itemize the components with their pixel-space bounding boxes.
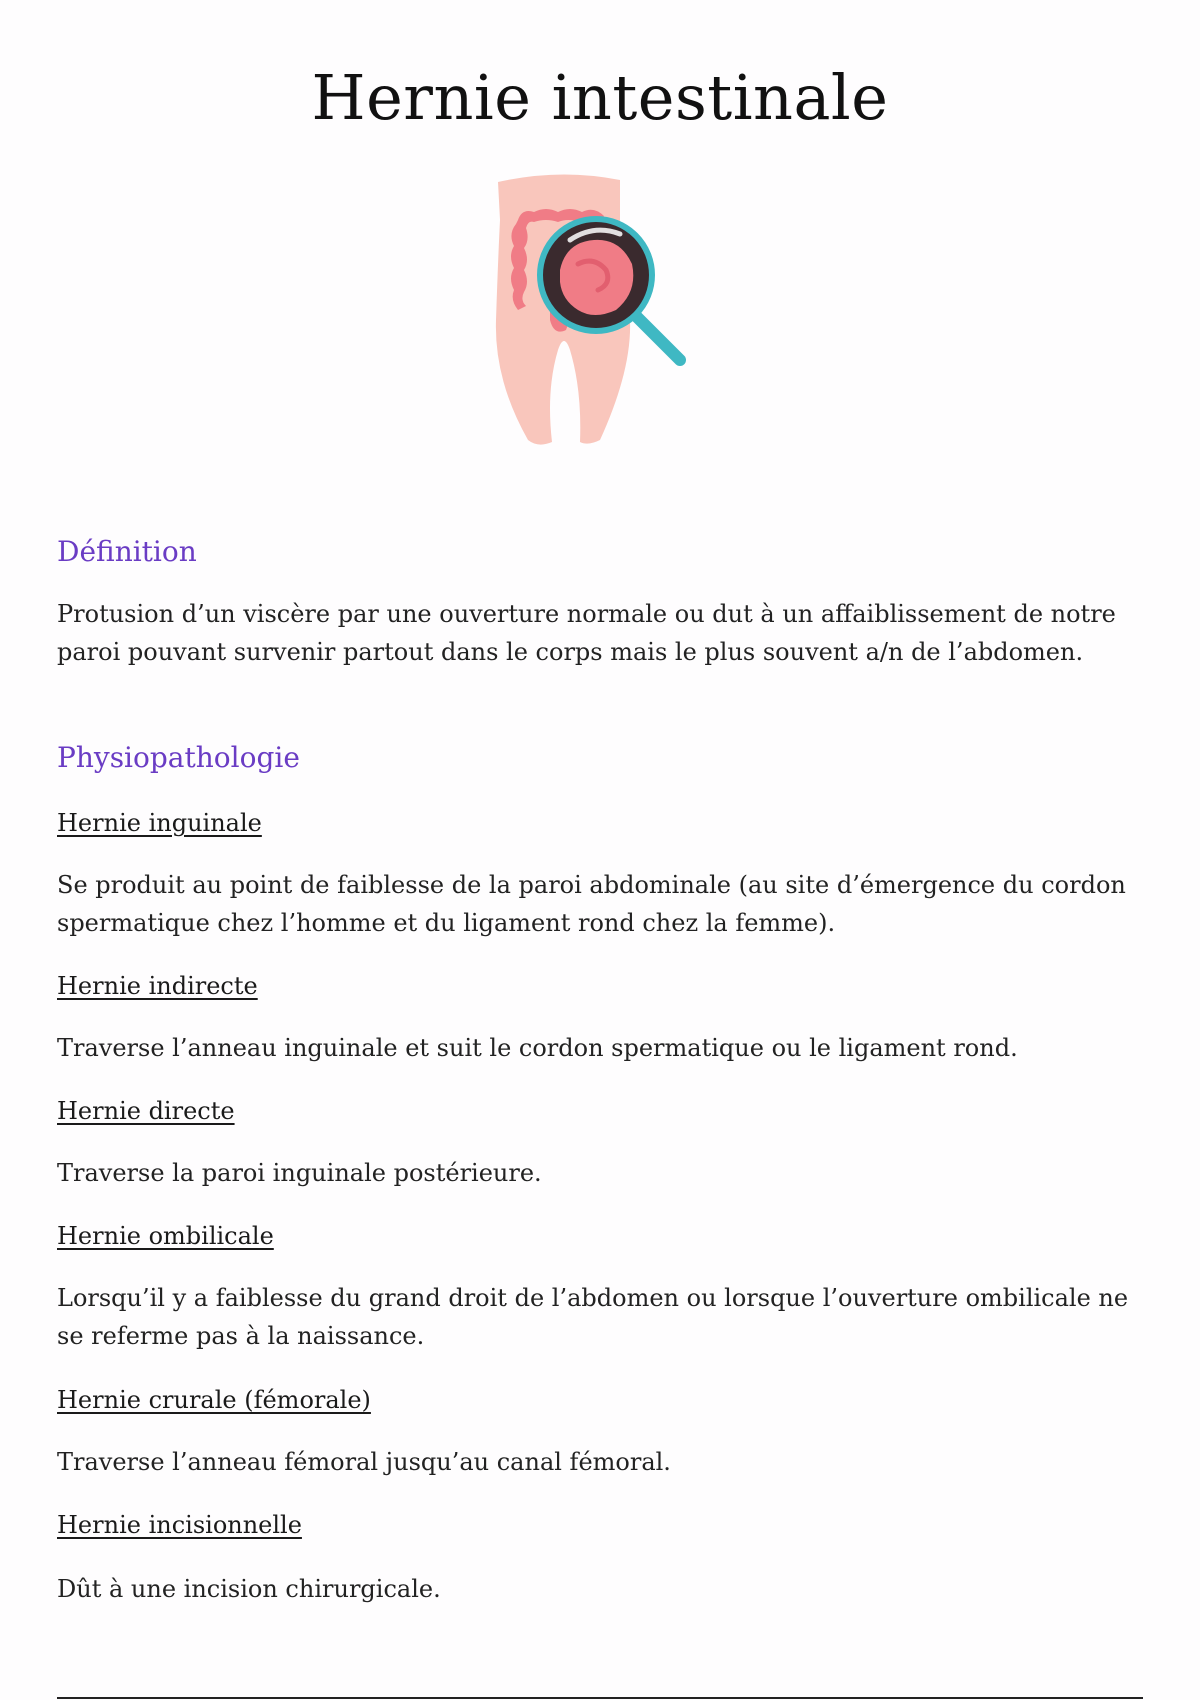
abdomen-hernia-magnifier-icon (470, 160, 730, 460)
physio-item-title (57, 804, 1157, 842)
body-hernie-incisionnelle: Dût à une incision chirurgicale. (57, 1575, 441, 1603)
definition-body: Protusion d’un viscère par une ouverture normale ou dut à un affaiblissement de notre paroi pouvant survenir partout dans le corps mais le plus souvent a/n de l’abdomen. (57, 600, 1116, 666)
subheading-hernie-indirecte: Hernie indirecte (57, 972, 258, 1000)
subheading-hernie-ombilicale: Hernie ombilicale (57, 1222, 274, 1250)
definition-section (57, 532, 1157, 572)
subheading-hernie-crurale: Hernie crurale (fémorale) (57, 1386, 371, 1414)
page-title: Hernie intestinale (311, 61, 889, 134)
physio-item-body (57, 1443, 1157, 1481)
subheading-hernie-incisionnelle: Hernie incisionnelle (57, 1511, 302, 1539)
definition-heading: Définition (57, 535, 197, 568)
body-hernie-crurale: Traverse l’anneau fémoral jusqu’au canal fémoral. (57, 1448, 671, 1476)
definition-body-block (57, 595, 1157, 671)
physio-item-title (57, 1217, 1157, 1255)
physio-item-title (57, 967, 1157, 1005)
physio-section (57, 738, 1157, 778)
body-hernie-indirecte: Traverse l’anneau inguinale et suit le cordon spermatique ou le ligament rond. (57, 1034, 1018, 1062)
magnifier-handle (635, 315, 680, 360)
physio-item-title (57, 1506, 1157, 1544)
physio-item-title (57, 1092, 1157, 1130)
magnified-intestine (560, 240, 633, 315)
physio-item-body (57, 1029, 1157, 1067)
subheading-hernie-directe: Hernie directe (57, 1097, 235, 1125)
body-hernie-directe: Traverse la paroi inguinale postérieure. (57, 1159, 542, 1187)
body-hernie-ombilicale: Lorsqu’il y a faiblesse du grand droit de l’abdomen ou lorsque l’ouverture ombilicale ne se referme pas à la naissance. (57, 1284, 1129, 1350)
bottom-divider (57, 1697, 1143, 1699)
physio-heading: Physiopathologie (57, 741, 300, 774)
physio-item-title (57, 1381, 1157, 1419)
body-hernie-inguinale: Se produit au point de faiblesse de la paroi abdominale (au site d’émergence du cordon spermatique chez l’homme et du ligament rond chez la femme). (57, 871, 1126, 937)
subheading-hernie-inguinale: Hernie inguinale (57, 809, 262, 837)
physio-item-body (57, 1570, 1157, 1608)
physio-item-body (57, 1154, 1157, 1192)
physio-item-body (57, 1279, 1157, 1355)
physio-item-body (57, 866, 1157, 942)
